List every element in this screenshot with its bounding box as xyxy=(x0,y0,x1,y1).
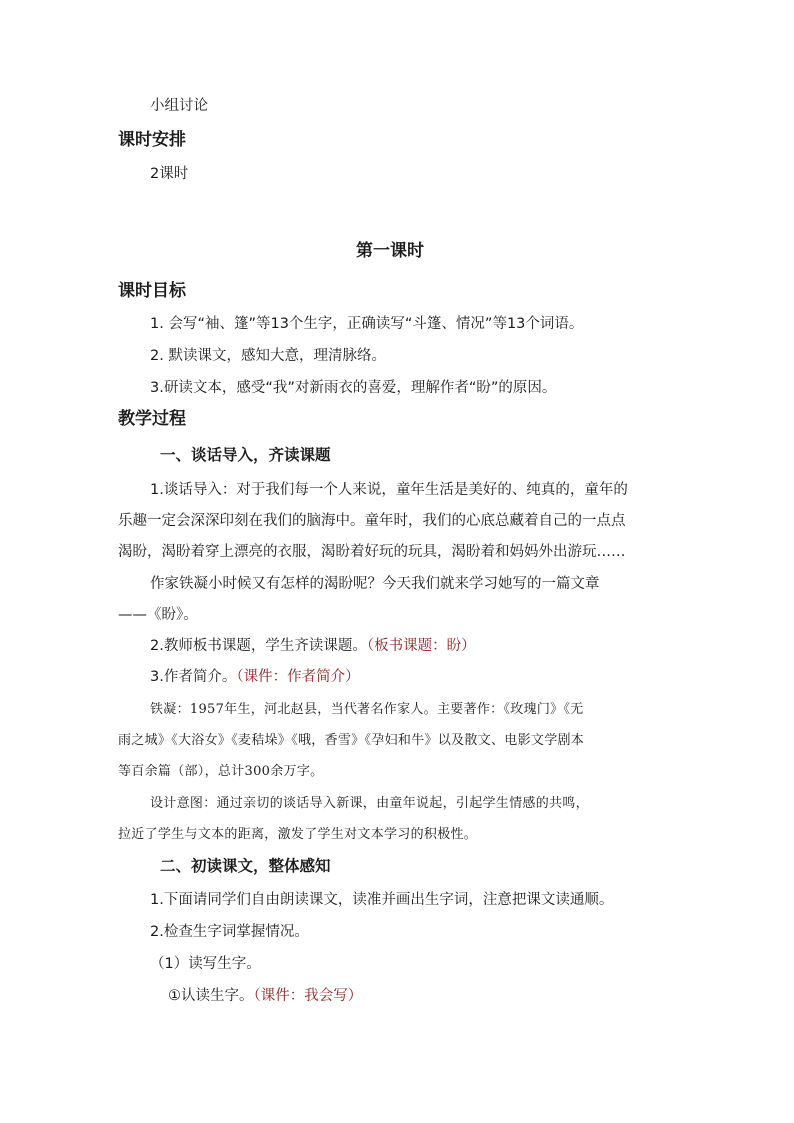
author-bio-line: 等百余篇（部），总计300余万字。 xyxy=(118,764,324,779)
process-heading: 教学过程 xyxy=(118,409,186,429)
schedule-value: 2课时 xyxy=(150,166,189,182)
goal-item: 1. 会写“袖、篷”等13个生字，正确读写“斗篷、情况”等13个词语。 xyxy=(150,316,584,332)
list-item-text: 2.教师板书课题，学生齐读课题。 xyxy=(150,638,367,654)
design-intent-line: 拉近了学生与文本的距离，激发了学生对文本学习的积极性。 xyxy=(118,827,478,842)
goals-heading: 课时目标 xyxy=(118,281,186,301)
goal-item: 3.研读文本，感受“我”对新雨衣的喜爱，理解作者“盼”的原因。 xyxy=(150,380,557,396)
author-bio-line: 雨之城》《大浴女》《麦秸垛》《哦，香雪》《孕妇和牛》以及散文、电影文学剧本 xyxy=(118,733,585,748)
list-item xyxy=(150,667,360,687)
section-heading: 二、初读课文，整体感知 xyxy=(160,857,331,875)
courseware-note: （课件：我会写） xyxy=(253,988,363,1004)
paragraph-line: ——《盼》。 xyxy=(118,607,198,623)
goal-item: 2. 默读课文，感知大意，理清脉络。 xyxy=(150,348,386,364)
paragraph-line: 渴盼，渴盼着穿上漂亮的衣服，渴盼着好玩的玩具，渴盼着和妈妈外出游玩…… xyxy=(118,544,626,560)
paragraph-line: 1.谈话导入：对于我们每一个人来说，童年生活是美好的、纯真的，童年的 xyxy=(150,482,628,498)
courseware-note: （课件：作者简介） xyxy=(236,669,360,685)
paragraph-line: 作家铁凝小时候又有怎样的渴盼呢？今天我们就来学习她写的一篇文章 xyxy=(150,576,600,592)
author-bio-line: 铁凝：1957年生，河北赵县，当代著名作家人。主要著作：《玫瑰门》《无 xyxy=(150,702,584,717)
group-discussion-text: 小组讨论 xyxy=(150,98,208,114)
list-item: 2.检查生字词掌握情况。 xyxy=(150,924,309,940)
sub-list-item xyxy=(168,986,362,1006)
list-item xyxy=(150,636,476,656)
list-item-text: 3.作者简介。 xyxy=(150,669,237,685)
schedule-heading: 课时安排 xyxy=(118,130,186,150)
sub-list-item: （1）读写生字。 xyxy=(150,956,261,972)
list-item-text: ①认读生字。 xyxy=(168,988,254,1004)
lesson-title: 第一课时 xyxy=(356,241,424,261)
courseware-note: （板书课题：盼） xyxy=(366,638,476,654)
design-intent-line: 设计意图：通过亲切的谈话导入新课，由童年说起，引起学生情感的共鸣， xyxy=(150,796,589,811)
section-heading: 一、谈话导入，齐读课题 xyxy=(160,446,331,464)
list-item: 1.下面请同学们自由朗读课文，读准并画出生字词，注意把课文读通顺。 xyxy=(150,892,614,908)
paragraph-line: 乐趣一定会深深印刻在我们的脑海中。童年时，我们的心底总藏着自己的一点点 xyxy=(118,513,626,529)
